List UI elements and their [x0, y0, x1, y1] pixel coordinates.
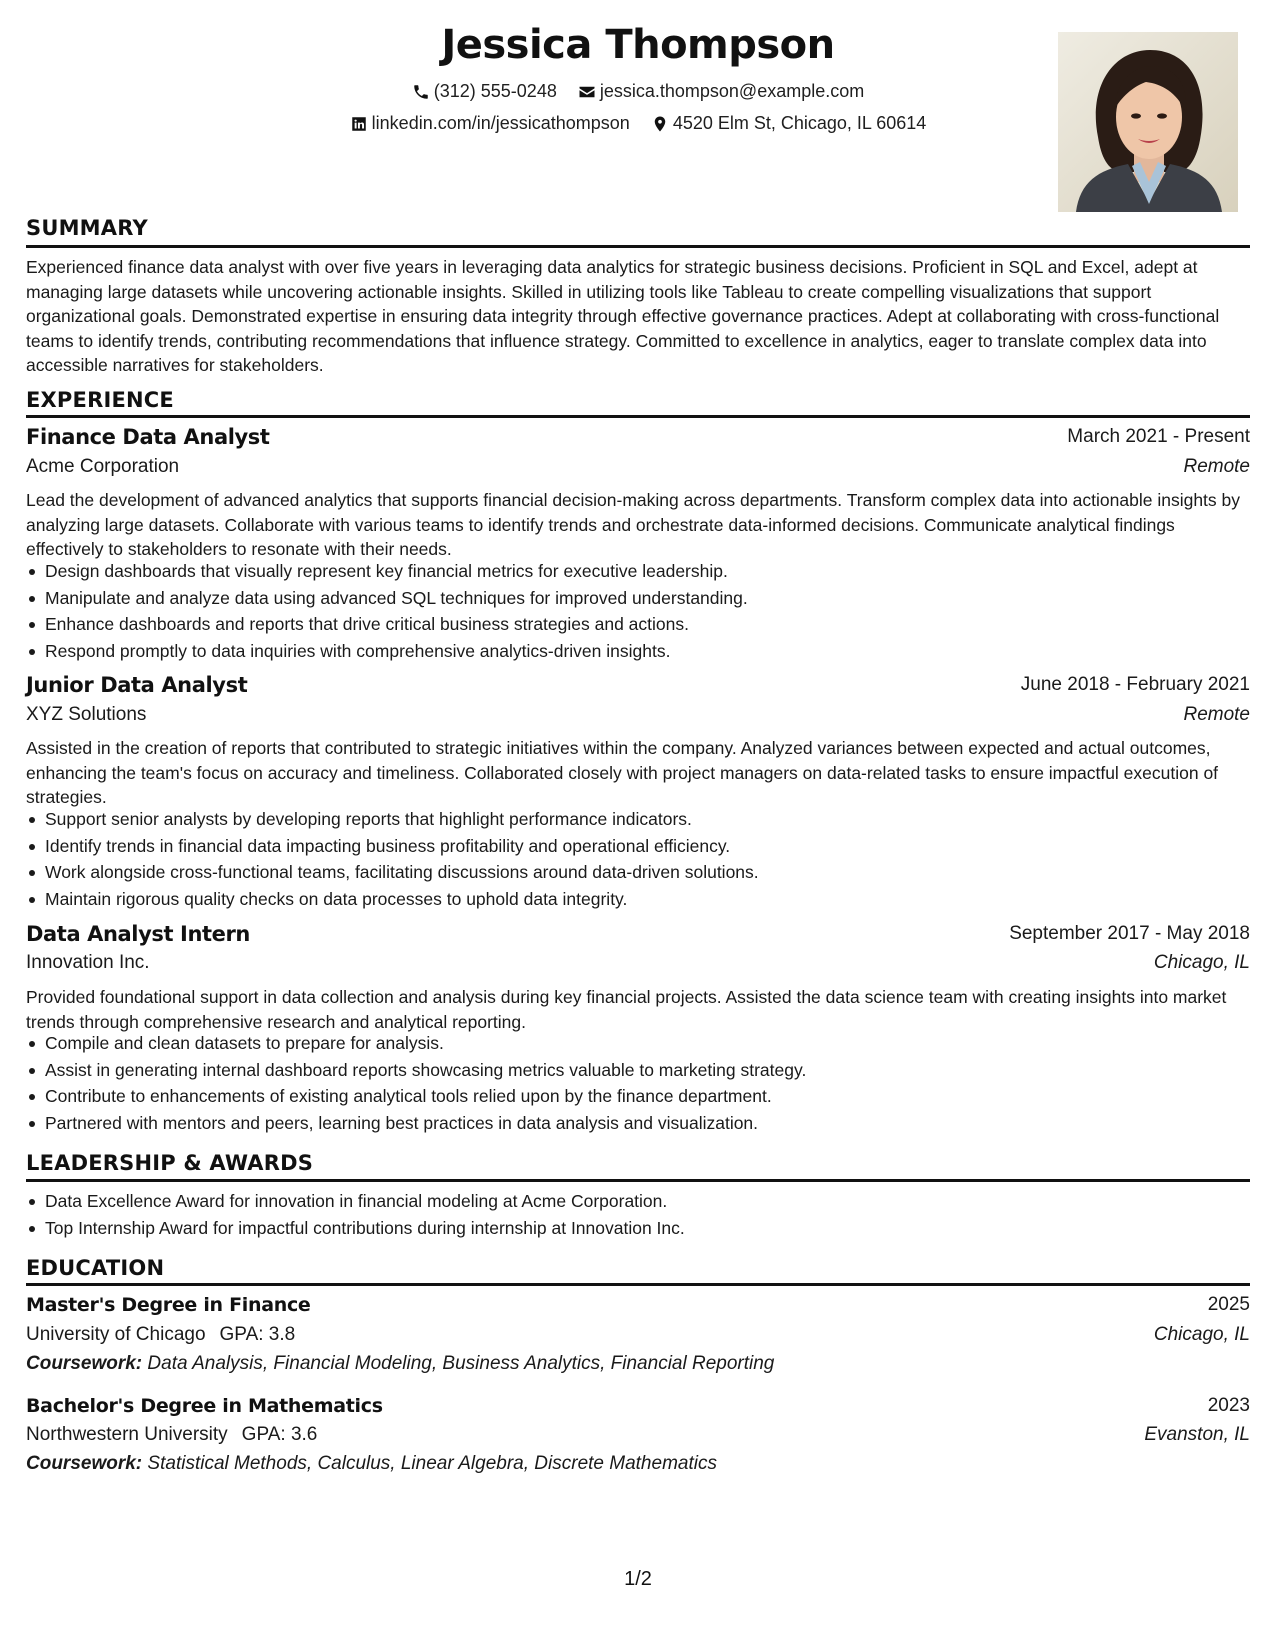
- coursework-label: Coursework:: [26, 1353, 143, 1374]
- coursework: [26, 1353, 774, 1375]
- job-description: Lead the development of advanced analytics that supports financial decision-making across departments. Transform complex data into actionable insights by analyzing large datasets. Collaborate with various teams to identify trends and orchestrate data-informed decisions. Communicate analytical findings effectively to stakeholders to resonate with their needs.: [26, 490, 1241, 559]
- page-number: 1/2: [624, 1568, 652, 1590]
- gpa: GPA: 3.6: [241, 1424, 318, 1445]
- list-item: Design dashboards that visually represent key financial metrics for executive leadership.: [26, 558, 1250, 585]
- coursework-label: Coursework:: [26, 1453, 143, 1474]
- leadership-rule: [26, 1179, 1250, 1182]
- school-name: University of Chicago: [26, 1324, 206, 1345]
- job-title: Finance Data Analyst: [26, 425, 270, 449]
- list-item: Contribute to enhancements of existing analytical tools relied upon by the finance department.: [26, 1083, 1250, 1110]
- job-company: XYZ Solutions: [26, 704, 147, 725]
- phone-contact[interactable]: [412, 81, 557, 102]
- school-line: [26, 1324, 295, 1346]
- job-location: Remote: [1183, 456, 1250, 477]
- linkedin-icon: [350, 115, 368, 133]
- email-text: jessica.thompson@example.com: [599, 81, 865, 101]
- job-bullets: [26, 1030, 1250, 1136]
- linkedin-contact[interactable]: [350, 113, 630, 134]
- list-item: Data Excellence Award for innovation in financial modeling at Acme Corporation.: [26, 1188, 1250, 1215]
- degree-title: Bachelor's Degree in Mathematics: [26, 1395, 383, 1417]
- job-dates: September 2017 - May 2018: [1009, 923, 1250, 944]
- list-item: Top Internship Award for impactful contributions during internship at Innovation Inc.: [26, 1215, 1250, 1242]
- list-item: Manipulate and analyze data using advanced SQL techniques for improved understanding.: [26, 585, 1250, 612]
- coursework: [26, 1453, 717, 1475]
- leadership-list: [26, 1188, 1250, 1241]
- phone-text: (312) 555-0248: [433, 81, 557, 101]
- gpa: GPA: 3.8: [219, 1324, 296, 1345]
- list-item: Maintain rigorous quality checks on data processes to uphold data integrity.: [26, 886, 1250, 913]
- resume-header: [26, 22, 1250, 212]
- list-item: Compile and clean datasets to prepare for analysis.: [26, 1030, 1250, 1057]
- job-dates: June 2018 - February 2021: [1020, 674, 1250, 695]
- envelope-icon: [578, 83, 596, 101]
- list-item: Respond promptly to data inquiries with comprehensive analytics-driven insights.: [26, 638, 1250, 665]
- list-item: Support senior analysts by developing reports that highlight performance indicators.: [26, 806, 1250, 833]
- list-item: Identify trends in financial data impacting business profitability and operational efficiency.: [26, 833, 1250, 860]
- degree-title: Master's Degree in Finance: [26, 1294, 311, 1316]
- experience-heading: EXPERIENCE: [26, 388, 174, 412]
- coursework-list: Data Analysis, Financial Modeling, Business Analytics, Financial Reporting: [147, 1353, 775, 1374]
- email-contact[interactable]: [578, 81, 864, 102]
- job-description: Assisted in the creation of reports that contributed to strategic initiatives within the company. Analyzed variances between expected and actual outcomes, enhancing the team's focus on accuracy and timeliness. Collaborated closely with project managers on data-related tasks to ensure impactful execution of strategies.: [26, 738, 1219, 807]
- degree-year: 2023: [1207, 1395, 1250, 1416]
- leadership-heading: LEADERSHIP & AWARDS: [26, 1151, 314, 1175]
- education-rule: [26, 1283, 1250, 1286]
- education-heading: EDUCATION: [26, 1256, 165, 1280]
- summary-rule: [26, 245, 1250, 248]
- map-pin-icon: [651, 115, 669, 133]
- job-bullets: [26, 806, 1250, 912]
- school-line: [26, 1424, 317, 1446]
- list-item: Enhance dashboards and reports that drive critical business strategies and actions.: [26, 611, 1250, 638]
- job-location: Remote: [1183, 704, 1250, 725]
- resume-page: [26, 0, 1250, 1650]
- coursework-list: Statistical Methods, Calculus, Linear Algebra, Discrete Mathematics: [147, 1453, 717, 1474]
- list-item: Assist in generating internal dashboard reports showcasing metrics valuable to marketing strategy.: [26, 1057, 1250, 1084]
- summary-heading: SUMMARY: [26, 216, 148, 240]
- job-title: Junior Data Analyst: [26, 673, 248, 697]
- job-title: Data Analyst Intern: [26, 922, 250, 946]
- linkedin-text: linkedin.com/in/jessicathompson: [371, 113, 630, 133]
- job-bullets: [26, 558, 1250, 664]
- address-text: 4520 Elm St, Chicago, IL 60614: [672, 113, 927, 133]
- summary-text: Experienced finance data analyst with over five years in leveraging data analytics for strategic business decisions. Proficient in SQL and Excel, adept at managing large datasets while uncovering actionable insights. Skilled in utilizing tools like Tableau to create compelling visualizations that support organizational goals. Demonstrated expertise in ensuring data integrity through effective governance practices. Adept at collaborating with cross-functional teams to identify trends, contributing recommendations that influence strategy. Committed to excellence in analytics, eager to translate complex data into accessible narratives for stakeholders.: [26, 257, 1220, 375]
- job-company: Acme Corporation: [26, 456, 180, 477]
- school-name: Northwestern University: [26, 1424, 228, 1445]
- job-dates: March 2021 - Present: [1067, 426, 1250, 447]
- job-description: Provided foundational support in data collection and analysis during key financial projects. Assisted the data science team with creating insights into market trends through comprehensive research and analytical reporting.: [26, 987, 1227, 1032]
- list-item: Partnered with mentors and peers, learning best practices in data analysis and visualization.: [26, 1110, 1250, 1137]
- job-company: Innovation Inc.: [26, 952, 150, 973]
- phone-icon: [412, 83, 430, 101]
- job-location: Chicago, IL: [1153, 952, 1250, 973]
- degree-year: 2025: [1207, 1294, 1250, 1315]
- list-item: Work alongside cross-functional teams, facilitating discussions around data-driven solutions.: [26, 859, 1250, 886]
- school-location: Evanston, IL: [1144, 1424, 1250, 1445]
- school-location: Chicago, IL: [1153, 1324, 1250, 1345]
- candidate-name: Jessica Thompson: [441, 22, 835, 68]
- address-contact: [651, 113, 927, 134]
- experience-rule: [26, 415, 1250, 418]
- profile-photo: [1058, 32, 1238, 212]
